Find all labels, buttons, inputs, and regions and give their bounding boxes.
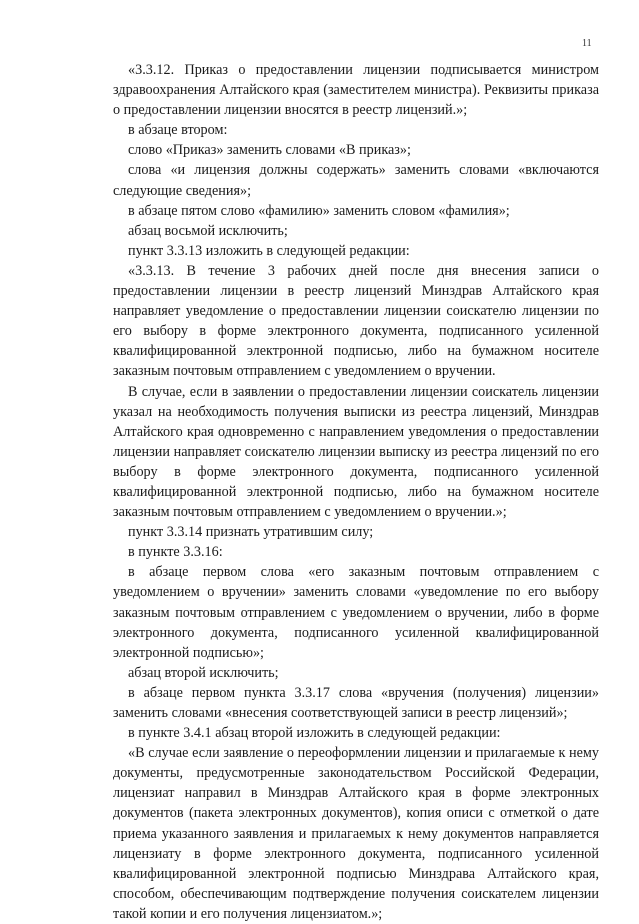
paragraph-3-3-17: в абзаце первом пункта 3.3.17 слова «вручения (получения) лицензии» заменить словами «внесения соответствующей записи в реестр лицензий»;	[113, 684, 599, 721]
paragraph-word-prikaz: слово «Приказ» заменить словами «В приказ»;	[128, 142, 411, 159]
paragraph-3-3-12: «3.3.12. Приказ о предоставлении лицензии подписывается министром здравоохранения Алтайского края (заместителем министра). Реквизиты приказа о предоставлении лицензии вносятся в реестр лицензий.»;	[113, 62, 599, 119]
paragraph-exclude-second: абзац второй исключить;	[128, 664, 279, 681]
paragraph-3-4-1: «В случае если заявление о переоформлении лицензии и прилагаемые к нему документы, предусмотренные законодательством Российской Федерации, лицензиат направил в Минздрав Алтайского края в форме электронных документов (пакета электронных документов), копия описи с отметкой о дате приема указанного заявления и прилагаемых к нему документов направляется лицензиату в форме электронного документа, подписанного усиленной квалифицированной электронной подписью Минздрава Алтайского края, способом, обеспечивающим подтверждение получения соискателем лицензии такой копии и его получения лицензиатом.»;	[113, 745, 599, 922]
paragraph-3-3-16: в пункте 3.3.16:	[128, 544, 223, 561]
paragraph-amend-second: в абзаце втором:	[128, 122, 228, 139]
paragraph-extract: В случае, если в заявлении о предоставлении лицензии соискатель лицензии указал на необходимость получения выписки из реестра лицензий, Минздрав Алтайского края одновременно с направлением уведомления о предоставлении лицензии направляет соискателю лицензии выписку из реестра лицензий по его выбору в форме электронного документа, подписанного усиленной квалифицированной электронной подписью, либо на бумажном носителе заказным почтовым отправлением с уведомлением о вручении.»;	[113, 383, 599, 521]
paragraph-amend-first: в абзаце первом слова «его заказным почтовым отправлением с уведомлением о вручении» заменить словами «уведомление по его выбору заказным почтовым отправлением с уведомлением о вручении, либо в форме электронного документа, подписанного усиленной квалифицированной электронной подписью»;	[113, 564, 599, 661]
paragraph-3-3-13-intro: пункт 3.3.13 изложить в следующей редакции:	[128, 242, 410, 259]
paragraph-words-license: слова «и лицензия должны содержать» заменить словами «включаются следующие сведения»;	[113, 162, 599, 199]
paragraph-amend-fifth: в абзаце пятом слово «фамилию» заменить словом «фамилия»;	[128, 202, 510, 219]
page-number: 11	[582, 38, 592, 49]
paragraph-3-3-13: «3.3.13. В течение 3 рабочих дней после дня внесения записи о предоставлении лицензии в реестр лицензий Минздрав Алтайского края направляет уведомление о предоставлении лицензии соискателю лицензии по его выбору в форме электронного документа, подписанного усиленной квалифицированной электронной подписью, либо на бумажном носителе заказным почтовым отправлением с уведомлением о вручении.	[113, 262, 599, 380]
paragraph-3-3-14: пункт 3.3.14 признать утратившим силу;	[128, 524, 374, 541]
paragraph-exclude-eighth: абзац восьмой исключить;	[128, 222, 288, 239]
paragraph-3-4-1-intro: в пункте 3.4.1 абзац второй изложить в следующей редакции:	[128, 725, 501, 742]
document-body	[113, 60, 599, 924]
